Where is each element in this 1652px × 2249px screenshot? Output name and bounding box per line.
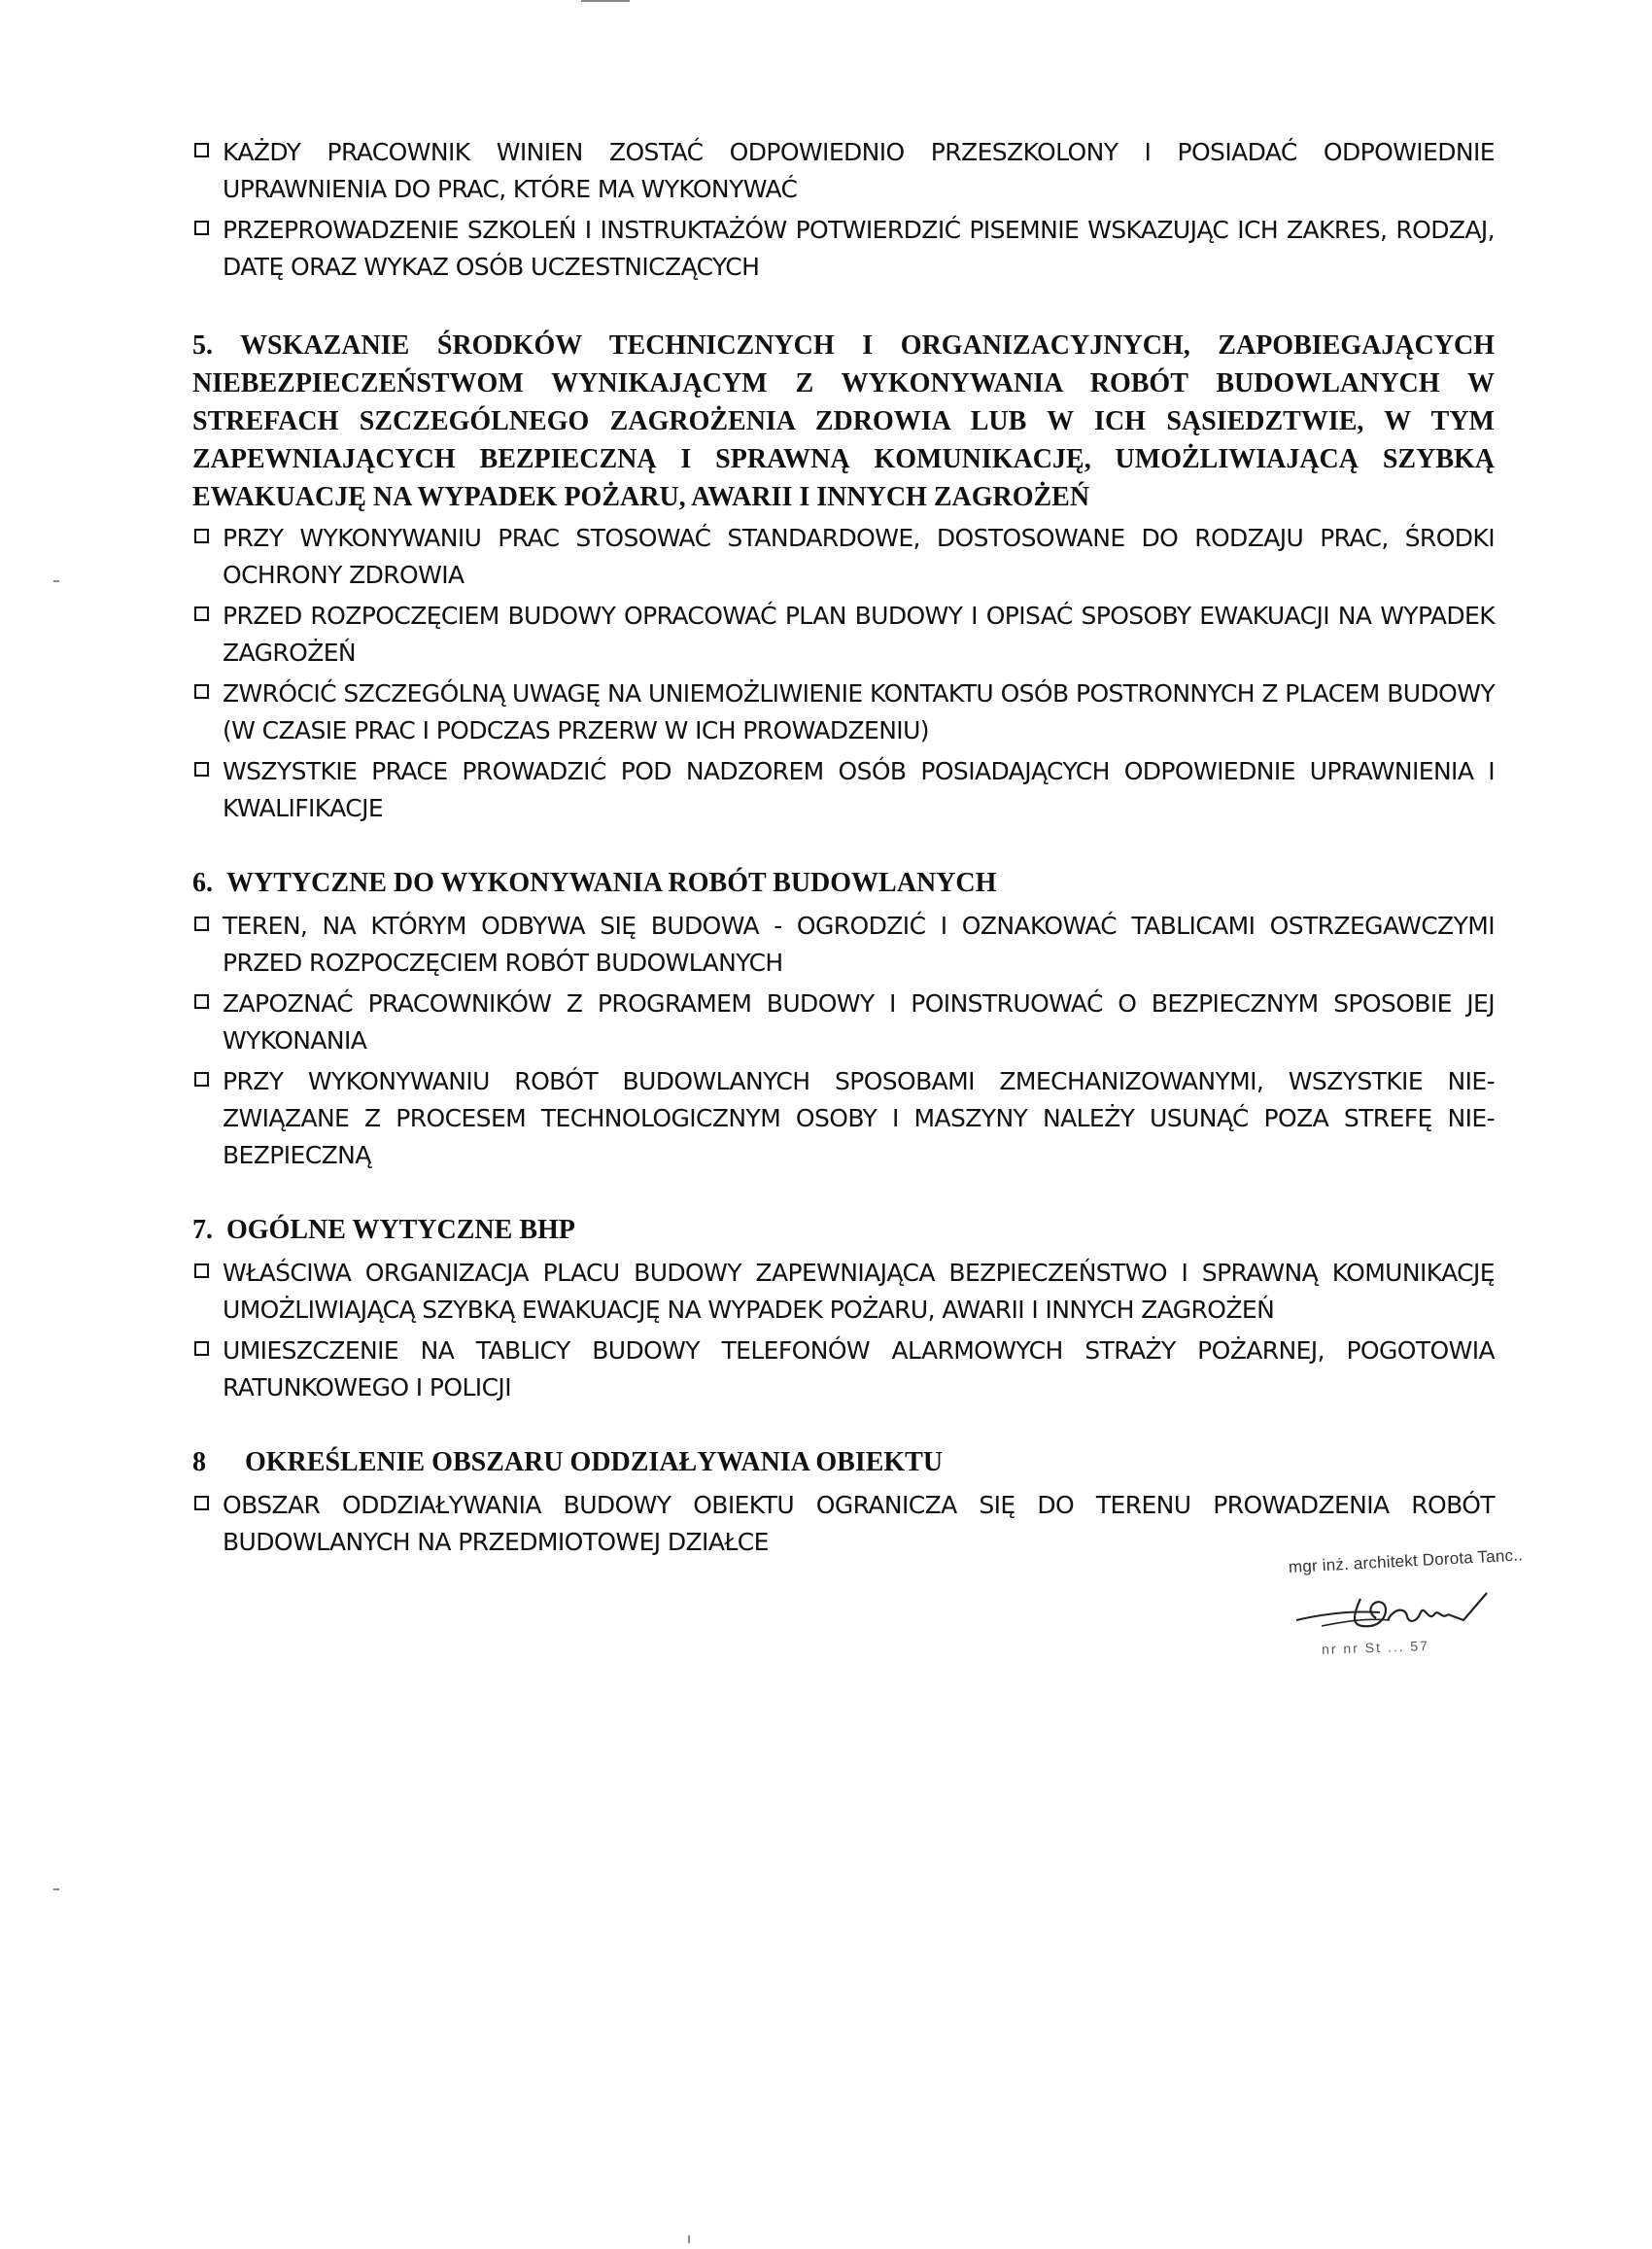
checkbox-square-icon <box>194 529 209 543</box>
list-item-text: UMIESZCZENIE NA TABLICY BUDOWY TELEFONÓW ALARMOWYCH STRAŻY POŻARNEJ, POGOTOWIA RATUNKOWEGO I POLICJI <box>223 1336 1495 1401</box>
list-item <box>192 753 1495 827</box>
list-item-text: ZAPOZNAĆ PRACOWNIKÓW Z PROGRAMEM BUDOWY I POINSTRUOWAĆ O BEZPIECZNYM SPOSOBIE JEJ WYKONANIA <box>223 989 1495 1055</box>
scan-mark-bottom <box>688 2235 690 2243</box>
section-heading-7 <box>192 1211 1495 1249</box>
list-item-text: ZWRÓCIĆ SZCZEGÓLNĄ UWAGĘ NA UNIEMOŻLIWIENIE KONTAKTU OSÓB POSTRONNYCH Z PLACEM BUDOWY (W CZASIE PRAC I PODCZAS PRZERW W ICH PROWADZENIU) <box>223 679 1495 744</box>
list-item-text: PRZY WYKONYWANIU PRAC STOSOWAĆ STANDARDOWE, DOSTOSOWANE DO RODZAJU PRAC, ŚRODKI OCHRONY ZDROWIA <box>223 524 1495 589</box>
checkbox-square-icon <box>194 1263 209 1278</box>
checkbox-square-icon <box>194 684 209 699</box>
list-item-text: WŁAŚCIWA ORGANIZACJA PLACU BUDOWY ZAPEWNIAJĄCA BEZPIECZEŃSTWO I SPRAWNĄ KOMUNIKACJĘ UMOŻLIWIAJĄCĄ SZYBKĄ EWAKUACJĘ NA WYPADEK POŻARU, AWARII I INNYCH ZAGROŻEŃ <box>223 1259 1495 1324</box>
section-title: WSKAZANIE ŚRODKÓW TECHNICZNYCH I ORGANIZACYJNYCH, ZAPOBIEGAJĄCYCH NIEBEZPIECZEŃSTWOM WYNIKAJĄCYM Z WYKONYWANIA ROBÓT BUDOWLANYCH W STREFACH SZCZEGÓLNEGO ZAGROŻENIA ZDROWIA LUB W ICH SĄSIEDZTWIE, W TYM ZAPEWNIAJĄCYCH BEZPIECZNĄ I SPRAWNĄ KOMUNIKACJĘ, UMOŻLIWIAJĄCĄ SZYBKĄ EWAKUACJĘ NA WYPADEK POŻARU, AWARII I INNYCH ZAGROŻEŃ <box>192 330 1495 512</box>
stamp-number: nr nr St ... 57 <box>1321 1638 1430 1657</box>
scan-mark-left-2 <box>53 1888 59 1890</box>
stamp-line: mgr inż. architekt Dorota Tanc.. <box>1288 1545 1524 1576</box>
checkbox-square-icon <box>194 606 209 621</box>
list-item <box>192 908 1495 982</box>
scan-mark-top <box>581 0 630 2</box>
section-number: 5. <box>192 330 213 361</box>
checkbox-square-icon <box>194 221 209 235</box>
list-item-text: WSZYSTKIE PRACE PROWADZIĆ POD NADZOREM OSÓB POSIADAJĄCYCH ODPOWIEDNIE UPRAWNIENIA I KWALIFIKACJE <box>223 757 1495 822</box>
list-item-text: PRZY WYKONYWANIU ROBÓT BUDOWLANYCH SPOSOBAMI ZMECHANIZOWANYMI, WSZYSTKIE NIE-ZWIĄZANE Z PROCESEM TECHNOLOGICZNYM OSOBY I MASZYNY NALEŻY USUNĄĆ POZA STREFĘ NIE-BEZPIECZNĄ <box>223 1067 1495 1169</box>
list-item <box>192 212 1495 286</box>
list-item <box>192 1063 1495 1174</box>
checkbox-square-icon <box>194 1072 209 1087</box>
checkbox-square-icon <box>194 1496 209 1510</box>
handwritten-signature-icon <box>1292 1581 1545 1640</box>
section-heading-6 <box>192 864 1495 902</box>
checkbox-square-icon <box>194 1341 209 1356</box>
list-item-text: PRZED ROZPOCZĘCIEM BUDOWY OPRACOWAĆ PLAN BUDOWY I OPISAĆ SPOSOBY EWAKUACJI NA WYPADEK ZAGROŻEŃ <box>223 602 1495 667</box>
document-body <box>192 134 1495 1565</box>
section-number: 8 <box>192 1447 206 1477</box>
section-heading-8 <box>192 1443 1495 1481</box>
signature-stamp <box>1263 1545 1584 1677</box>
list-item <box>192 675 1495 749</box>
section-title: OKREŚLENIE OBSZARU ODDZIAŁYWANIA OBIEKTU <box>245 1447 944 1477</box>
checkbox-square-icon <box>194 917 209 931</box>
scan-mark-left-1 <box>53 580 59 582</box>
checkbox-square-icon <box>194 143 209 157</box>
section-number: 7. <box>192 1215 213 1245</box>
list-item-text: OBSZAR ODDZIAŁYWANIA BUDOWY OBIEKTU OGRANICZA SIĘ DO TERENU PROWADZENIA ROBÓT BUDOWLANYCH NA PRZEDMIOTOWEJ DZIAŁCE <box>223 1491 1495 1556</box>
list-item <box>192 598 1495 672</box>
list-item <box>192 1255 1495 1329</box>
section-number: 6. <box>192 868 213 898</box>
checkbox-square-icon <box>194 762 209 777</box>
checkbox-square-icon <box>194 994 209 1009</box>
section-heading-5 <box>192 327 1495 516</box>
list-item <box>192 986 1495 1059</box>
list-item-text: PRZEPROWADZENIE SZKOLEŃ I INSTRUKTAŻÓW POTWIERDZIĆ PISEMNIE WSKAZUJĄC ICH ZAKRES, RODZAJ, DATĘ ORAZ WYKAZ OSÓB UCZESTNICZĄCYCH <box>223 216 1495 281</box>
list-item-text: TEREN, NA KTÓRYM ODBYWA SIĘ BUDOWA - OGRODZIĆ I OZNAKOWAĆ TABLICAMI OSTRZEGAWCZYMI PRZED ROZPOCZĘCIEM ROBÓT BUDOWLANYCH <box>223 912 1495 977</box>
list-item <box>192 134 1495 208</box>
list-item <box>192 520 1495 594</box>
section-title: WYTYCZNE DO WYKONYWANIA ROBÓT BUDOWLANYCH <box>226 868 997 898</box>
list-item-text: KAŻDY PRACOWNIK WINIEN ZOSTAĆ ODPOWIEDNIO PRZESZKOLONY I POSIADAĆ ODPOWIEDNIE UPRAWNIENIA DO PRAC, KTÓRE MA WYKONYWAĆ <box>223 138 1495 203</box>
list-item <box>192 1332 1495 1406</box>
section-title: OGÓLNE WYTYCZNE BHP <box>226 1215 575 1245</box>
